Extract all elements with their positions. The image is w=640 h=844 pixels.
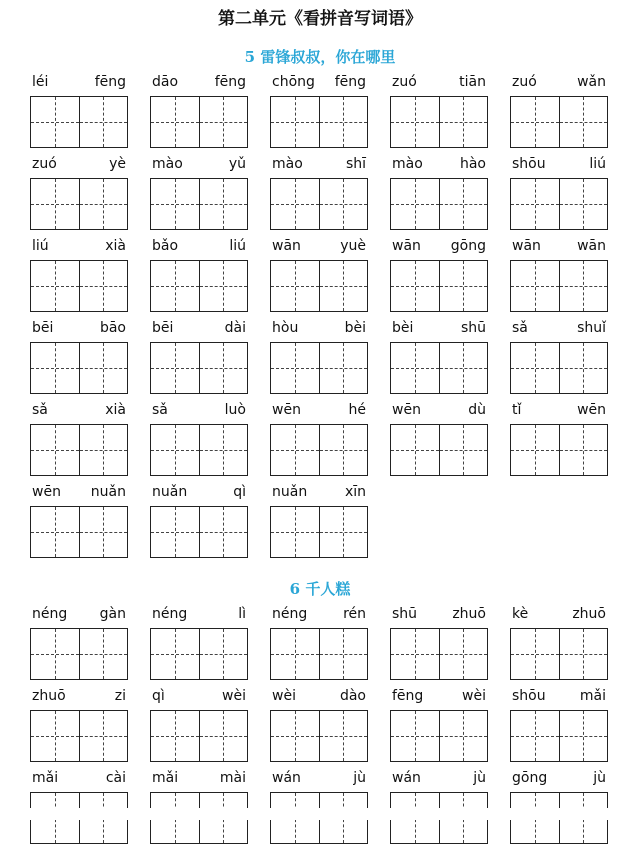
pinyin-syllable: wēn [577,402,606,418]
pinyin-syllable: shōu [512,688,546,704]
pinyin-line [30,238,128,258]
tianzige-cell[interactable] [79,261,128,311]
word-item [510,74,608,94]
word-item [390,74,488,94]
pinyin-syllable: wān [577,238,606,254]
writing-grid[interactable] [390,178,488,230]
pinyin-syllable: shī [345,156,366,172]
tianzige-cell[interactable] [319,629,368,679]
pinyin-line [270,320,368,340]
pinyin-syllable: bēi [32,320,54,336]
pinyin-syllable: mào [152,156,183,172]
tianzige-cell[interactable] [151,179,199,229]
writing-grid[interactable] [30,178,128,230]
word-item [150,770,248,790]
pinyin-syllable: lì [238,606,246,622]
tianzige-cell[interactable] [319,179,368,229]
tianzige-cell[interactable] [271,261,319,311]
section-heading: 5 雷锋叔叔，你在哪里 [244,48,396,66]
tianzige-cell[interactable] [319,425,368,475]
tianzige-cell[interactable] [511,343,559,393]
pinyin-syllable: fēng [334,74,366,90]
pinyin-syllable: shōu [512,156,546,172]
pinyin-line [150,688,248,708]
writing-grid[interactable] [150,628,248,680]
pinyin-syllable: hào [459,156,486,172]
tianzige-cell[interactable] [391,425,439,475]
pinyin-syllable: wǎn [577,74,606,90]
word-item [390,402,488,422]
pinyin-syllable: mài [219,770,246,786]
tianzige-cell[interactable] [31,97,79,147]
pinyin-syllable: zhuō [452,606,486,622]
pinyin-line [150,238,248,258]
pinyin-syllable: wān [512,238,541,254]
pinyin-syllable: néng [152,606,188,622]
pinyin-syllable: yǔ [228,156,246,172]
pinyin-syllable: bèi [392,320,414,336]
writing-grid[interactable] [510,178,608,230]
pinyin-line [150,402,248,422]
tianzige-cell[interactable] [79,711,128,761]
tianzige-cell[interactable] [151,425,199,475]
word-item [150,688,248,708]
tianzige-cell[interactable] [391,179,439,229]
word-item [30,238,128,258]
word-item [390,320,488,340]
writing-grid[interactable] [510,96,608,148]
tianzige-cell[interactable] [559,97,608,147]
tianzige-cell[interactable] [31,261,79,311]
word-item [270,238,368,258]
word-item [30,770,128,790]
pinyin-line [30,484,128,504]
writing-grid[interactable] [390,96,488,148]
word-item [510,156,608,176]
pinyin-syllable: mào [272,156,303,172]
pinyin-syllable: yè [109,156,126,172]
pinyin-line [270,688,368,708]
pinyin-syllable: mǎi [579,688,606,704]
writing-grid[interactable] [270,710,368,762]
pinyin-syllable: dāo [152,74,179,90]
pinyin-syllable: gōng [512,770,548,786]
tianzige-cell[interactable] [79,629,128,679]
pinyin-syllable: fēng [94,74,126,90]
pinyin-syllable: hòu [272,320,299,336]
word-item [510,402,608,422]
pinyin-syllable: zuó [32,156,57,172]
pinyin-line [510,74,608,94]
writing-grid[interactable] [270,342,368,394]
writing-grid[interactable] [390,710,488,762]
word-item [150,320,248,340]
pinyin-line [150,74,248,94]
pinyin-line [390,320,488,340]
pinyin-syllable: shū [460,320,486,336]
word-item [510,688,608,708]
pinyin-line [150,320,248,340]
pinyin-syllable: mǎi [152,770,179,786]
pinyin-syllable: néng [32,606,68,622]
tianzige-cell[interactable] [439,343,488,393]
tianzige-cell[interactable] [391,629,439,679]
pinyin-syllable: kè [512,606,529,622]
tianzige-cell[interactable] [391,97,439,147]
writing-grid[interactable] [390,342,488,394]
pinyin-syllable: zhuō [32,688,66,704]
pinyin-syllable: bēi [152,320,174,336]
pinyin-line [30,688,128,708]
tianzige-cell[interactable] [199,629,248,679]
writing-grid[interactable] [270,178,368,230]
pinyin-line [390,606,488,626]
tianzige-cell[interactable] [151,343,199,393]
tianzige-cell[interactable] [31,507,79,557]
pinyin-line [30,402,128,422]
writing-grid[interactable] [510,260,608,312]
tianzige-cell[interactable] [439,97,488,147]
pinyin-line [270,484,368,504]
tianzige-cell[interactable] [439,425,488,475]
word-item [150,402,248,422]
writing-grid[interactable] [510,710,608,762]
pinyin-syllable: shuǐ [577,320,606,336]
tianzige-cell[interactable] [79,343,128,393]
tianzige-cell[interactable] [319,261,368,311]
page-cut-edge [0,808,640,820]
word-item [270,770,368,790]
pinyin-syllable: bèi [344,320,366,336]
word-item [30,484,128,504]
pinyin-syllable: jù [473,770,486,786]
tianzige-cell[interactable] [271,629,319,679]
tianzige-cell[interactable] [439,711,488,761]
pinyin-syllable: rén [343,606,366,622]
pinyin-syllable: zuó [512,74,537,90]
pinyin-syllable: fēng [214,74,246,90]
word-item [150,484,248,504]
pinyin-line [30,606,128,626]
pinyin-line [510,688,608,708]
pinyin-line [510,606,608,626]
tianzige-cell[interactable] [439,629,488,679]
pinyin-syllable: nuǎn [90,484,126,500]
word-item [270,156,368,176]
tianzige-cell[interactable] [439,179,488,229]
tianzige-cell[interactable] [271,507,319,557]
writing-grid[interactable] [30,628,128,680]
tianzige-cell[interactable] [319,507,368,557]
pinyin-line [390,688,488,708]
tianzige-cell[interactable] [559,261,608,311]
pinyin-syllable: gōng [450,238,486,254]
tianzige-cell[interactable] [391,261,439,311]
pinyin-line [510,402,608,422]
pinyin-line [30,74,128,94]
word-item [510,238,608,258]
tianzige-cell[interactable] [319,343,368,393]
pinyin-syllable: xià [105,238,126,254]
tianzige-cell[interactable] [199,507,248,557]
pinyin-syllable: néng [272,606,308,622]
pinyin-line [30,320,128,340]
pinyin-syllable: nuǎn [152,484,188,500]
word-item [390,688,488,708]
word-item [390,770,488,790]
pinyin-line [510,770,608,790]
tianzige-cell[interactable] [199,711,248,761]
pinyin-syllable: bāo [99,320,126,336]
pinyin-syllable: zi [114,688,126,704]
word-item [390,606,488,626]
tianzige-cell[interactable] [199,261,248,311]
tianzige-cell[interactable] [559,629,608,679]
tianzige-cell[interactable] [391,711,439,761]
pinyin-line [270,238,368,258]
pinyin-syllable: wān [272,238,301,254]
writing-grid[interactable] [270,628,368,680]
writing-grid[interactable] [390,260,488,312]
writing-grid[interactable] [270,260,368,312]
word-item [30,74,128,94]
tianzige-cell[interactable] [559,425,608,475]
tianzige-cell[interactable] [31,711,79,761]
writing-grid[interactable] [150,178,248,230]
writing-grid[interactable] [270,506,368,558]
word-item [150,74,248,94]
tianzige-cell[interactable] [271,179,319,229]
pinyin-line [30,156,128,176]
tianzige-cell[interactable] [511,629,559,679]
pinyin-syllable: wēn [272,402,301,418]
word-item [150,238,248,258]
pinyin-syllable: mào [392,156,423,172]
word-item [30,606,128,626]
pinyin-syllable: liú [32,238,49,254]
writing-grid[interactable] [30,96,128,148]
writing-grid[interactable] [270,424,368,476]
tianzige-cell[interactable] [79,97,128,147]
tianzige-cell[interactable] [199,343,248,393]
writing-grid[interactable] [150,424,248,476]
pinyin-syllable: tǐ [512,402,522,418]
pinyin-syllable: wān [392,238,421,254]
pinyin-syllable: chōng [272,74,315,90]
tianzige-cell[interactable] [151,97,199,147]
word-item [390,156,488,176]
pinyin-line [150,770,248,790]
pinyin-syllable: shū [392,606,418,622]
pinyin-syllable: liú [589,156,606,172]
tianzige-cell[interactable] [319,711,368,761]
tianzige-cell[interactable] [511,97,559,147]
writing-grid[interactable] [150,96,248,148]
pinyin-syllable: nuǎn [272,484,308,500]
pinyin-syllable: hé [348,402,366,418]
pinyin-syllable: sǎ [152,402,168,418]
pinyin-line [270,402,368,422]
tianzige-cell[interactable] [559,179,608,229]
pinyin-syllable: dào [339,688,366,704]
tianzige-cell[interactable] [271,343,319,393]
tianzige-cell[interactable] [151,507,199,557]
tianzige-cell[interactable] [511,261,559,311]
pinyin-syllable: yuè [340,238,366,254]
word-item [510,320,608,340]
section-heading: 6 千人糕 [289,580,351,598]
writing-grid[interactable] [390,628,488,680]
pinyin-line [150,156,248,176]
tianzige-cell[interactable] [511,425,559,475]
word-item [270,606,368,626]
pinyin-syllable: liú [229,238,246,254]
pinyin-line [390,402,488,422]
pinyin-line [150,606,248,626]
pinyin-line [270,156,368,176]
pinyin-syllable: jù [593,770,606,786]
writing-grid[interactable] [150,506,248,558]
pinyin-syllable: xià [105,402,126,418]
pinyin-syllable: gàn [99,606,126,622]
tianzige-cell[interactable] [79,179,128,229]
pinyin-syllable: wán [392,770,421,786]
word-item [270,74,368,94]
pinyin-syllable: xīn [344,484,366,500]
word-item [30,688,128,708]
writing-grid[interactable] [270,96,368,148]
pinyin-line [510,156,608,176]
pinyin-syllable: cài [105,770,126,786]
word-item [270,688,368,708]
writing-grid[interactable] [510,342,608,394]
pinyin-syllable: zhuō [572,606,606,622]
pinyin-line [510,238,608,258]
tianzige-cell[interactable] [31,179,79,229]
pinyin-syllable: mǎi [32,770,59,786]
pinyin-line [390,74,488,94]
writing-grid[interactable] [30,260,128,312]
tianzige-cell[interactable] [439,261,488,311]
tianzige-cell[interactable] [559,343,608,393]
pinyin-line [390,770,488,790]
writing-grid[interactable] [30,506,128,558]
word-item [150,606,248,626]
pinyin-syllable: léi [32,74,49,90]
writing-grid[interactable] [150,260,248,312]
page-title: 第二单元《看拼音写词语》 [218,9,422,29]
writing-grid[interactable] [510,424,608,476]
writing-grid[interactable] [510,628,608,680]
tianzige-cell[interactable] [199,179,248,229]
tianzige-cell[interactable] [511,179,559,229]
word-item [30,402,128,422]
tianzige-cell[interactable] [31,343,79,393]
pinyin-syllable: wèi [272,688,296,704]
tianzige-cell[interactable] [271,97,319,147]
pinyin-syllable: wèi [222,688,246,704]
writing-grid[interactable] [30,424,128,476]
pinyin-syllable: sǎ [32,402,48,418]
word-item [30,156,128,176]
pinyin-syllable: jù [353,770,366,786]
word-item [270,320,368,340]
pinyin-syllable: wēn [392,402,421,418]
tianzige-cell[interactable] [31,425,79,475]
pinyin-line [270,606,368,626]
word-item [30,320,128,340]
pinyin-syllable: wèi [462,688,486,704]
pinyin-syllable: luò [224,402,246,418]
word-item [390,238,488,258]
tianzige-cell[interactable] [319,97,368,147]
tianzige-cell[interactable] [31,629,79,679]
word-item [150,156,248,176]
word-item [270,402,368,422]
tianzige-cell[interactable] [199,97,248,147]
pinyin-syllable: fēng [392,688,424,704]
pinyin-syllable: qì [233,484,246,500]
pinyin-syllable: sǎ [512,320,528,336]
pinyin-line [390,238,488,258]
pinyin-syllable: dù [468,402,486,418]
pinyin-line [150,484,248,504]
writing-grid[interactable] [30,710,128,762]
pinyin-line [270,770,368,790]
pinyin-syllable: dài [224,320,246,336]
writing-grid[interactable] [150,342,248,394]
pinyin-syllable: tiān [459,74,486,90]
pinyin-syllable: wēn [32,484,61,500]
pinyin-syllable: qì [152,688,165,704]
tianzige-cell[interactable] [151,629,199,679]
pinyin-line [390,156,488,176]
tianzige-cell[interactable] [151,261,199,311]
word-item [510,606,608,626]
pinyin-syllable: bǎo [152,238,179,254]
tianzige-cell[interactable] [271,425,319,475]
pinyin-syllable: wán [272,770,301,786]
tianzige-cell[interactable] [511,711,559,761]
tianzige-cell[interactable] [79,507,128,557]
pinyin-line [510,320,608,340]
tianzige-cell[interactable] [559,711,608,761]
writing-grid[interactable] [30,342,128,394]
writing-grid[interactable] [150,710,248,762]
word-item [270,484,368,504]
pinyin-line [30,770,128,790]
tianzige-cell[interactable] [199,425,248,475]
tianzige-cell[interactable] [79,425,128,475]
pinyin-line [270,74,368,94]
tianzige-cell[interactable] [271,711,319,761]
tianzige-cell[interactable] [151,711,199,761]
pinyin-syllable: zuó [392,74,417,90]
word-item [510,770,608,790]
writing-grid[interactable] [390,424,488,476]
tianzige-cell[interactable] [391,343,439,393]
